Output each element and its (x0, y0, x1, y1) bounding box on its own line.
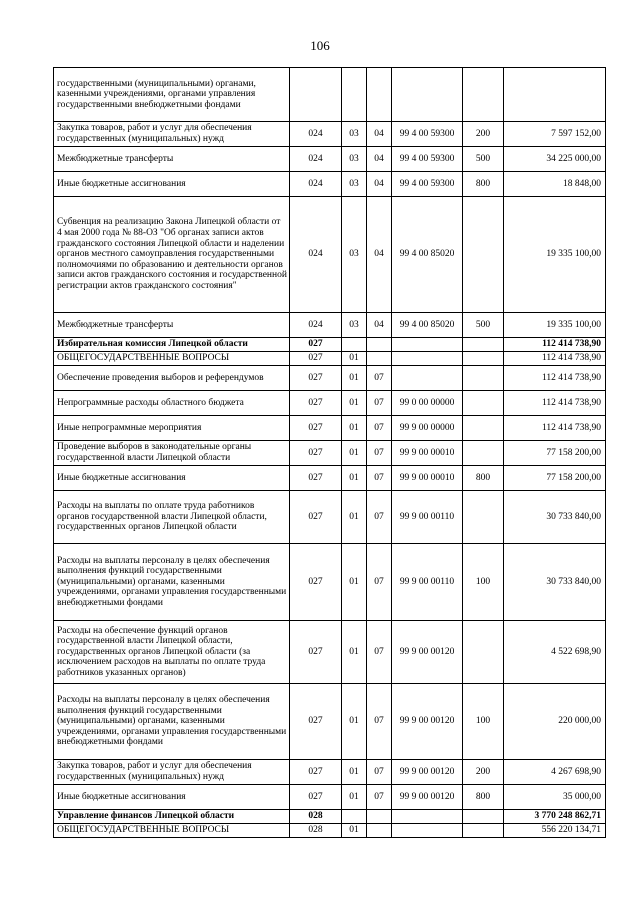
table-row (54, 122, 606, 147)
section-code-cell: 01 (342, 760, 367, 785)
table-row (54, 313, 606, 338)
section-code-cell (342, 810, 367, 824)
item-name-cell: Расходы на выплаты персоналу в целях обеспечения выполнения функций государственными (муниципальными) органами, казенными учреждениями, органами управления государственными внебюджетными фондами (54, 684, 290, 760)
section-code-cell: 01 (342, 621, 367, 684)
amount-cell: 34 225 000,00 (504, 147, 606, 172)
table-row (54, 366, 606, 391)
section-code-cell: 01 (342, 491, 367, 544)
expense-type-cell: 800 (463, 172, 504, 197)
amount-cell: 4 267 698,90 (504, 760, 606, 785)
ministry-code-cell: 024 (290, 313, 342, 338)
amount-cell: 112 414 738,90 (504, 366, 606, 391)
ministry-code-cell: 027 (290, 441, 342, 466)
item-name-cell: государственными (муниципальными) органами, казенными учреждениями, органами управления государственными внебюджетными фондами (54, 68, 290, 122)
budget-table (53, 67, 606, 838)
page-number: 106 (310, 38, 330, 53)
section-code-cell: 01 (342, 785, 367, 810)
expense-type-cell (463, 366, 504, 391)
subsection-code-cell: 07 (367, 491, 392, 544)
target-article-cell: 99 4 00 59300 (392, 147, 463, 172)
subsection-code-cell: 07 (367, 441, 392, 466)
amount-cell: 19 335 100,00 (504, 197, 606, 313)
table-row (54, 491, 606, 544)
amount-cell: 112 414 738,90 (504, 391, 606, 416)
amount-cell: 77 158 200,00 (504, 466, 606, 491)
table-row (54, 621, 606, 684)
ministry-code-cell: 027 (290, 366, 342, 391)
table-row (54, 544, 606, 621)
subsection-code-cell: 07 (367, 760, 392, 785)
subsection-code-cell (367, 338, 392, 352)
expense-type-cell: 100 (463, 544, 504, 621)
amount-cell: 7 597 152,00 (504, 122, 606, 147)
item-name-cell: Расходы на обеспечение функций органов государственной власти Липецкой области, государственных органов Липецкой области (за исключением расходов на выплаты по оплате труда работников указанных органов) (54, 621, 290, 684)
amount-cell: 4 522 698,90 (504, 621, 606, 684)
amount-cell: 77 158 200,00 (504, 441, 606, 466)
ministry-code-cell: 027 (290, 491, 342, 544)
ministry-code-cell: 027 (290, 621, 342, 684)
section-code-cell: 01 (342, 824, 367, 838)
table-row (54, 760, 606, 785)
expense-type-cell (463, 621, 504, 684)
amount-cell: 30 733 840,00 (504, 491, 606, 544)
table-row (54, 197, 606, 313)
target-article-cell: 99 9 00 00110 (392, 491, 463, 544)
item-name-cell: Расходы на выплаты персоналу в целях обеспечения выполнения функций государственными (муниципальными) органами, казенными учреждениями, органами управления государственными внебюджетными фондами (54, 544, 290, 621)
table-row (54, 147, 606, 172)
subsection-code-cell (367, 824, 392, 838)
section-code-cell: 03 (342, 147, 367, 172)
target-article-cell: 99 4 00 85020 (392, 313, 463, 338)
table-row (54, 391, 606, 416)
target-article-cell: 99 4 00 59300 (392, 122, 463, 147)
expense-type-cell: 200 (463, 760, 504, 785)
section-code-cell: 03 (342, 122, 367, 147)
subsection-code-cell: 07 (367, 366, 392, 391)
ministry-code-cell: 027 (290, 760, 342, 785)
table-row (54, 338, 606, 352)
item-name-cell: Непрограммные расходы областного бюджета (54, 391, 290, 416)
ministry-code-cell: 024 (290, 197, 342, 313)
section-code-cell: 01 (342, 366, 367, 391)
target-article-cell: 99 9 00 00110 (392, 544, 463, 621)
target-article-cell: 99 9 00 00120 (392, 785, 463, 810)
amount-cell: 19 335 100,00 (504, 313, 606, 338)
subsection-code-cell (367, 68, 392, 122)
subsection-code-cell: 04 (367, 197, 392, 313)
amount-cell: 3 770 248 862,71 (504, 810, 606, 824)
amount-cell: 112 414 738,90 (504, 338, 606, 352)
expense-type-cell (463, 824, 504, 838)
expense-type-cell: 500 (463, 147, 504, 172)
item-name-cell: Межбюджетные трансферты (54, 147, 290, 172)
target-article-cell: 99 9 00 00120 (392, 760, 463, 785)
item-name-cell: Иные бюджетные ассигнования (54, 466, 290, 491)
table-row (54, 466, 606, 491)
item-name-cell: Проведение выборов в законодательные органы государственной власти Липецкой области (54, 441, 290, 466)
table-row (54, 824, 606, 838)
target-article-cell: 99 4 00 59300 (392, 172, 463, 197)
subsection-code-cell: 07 (367, 621, 392, 684)
ministry-code-cell: 027 (290, 352, 342, 366)
expense-type-cell (463, 338, 504, 352)
table-row (54, 810, 606, 824)
amount-cell: 112 414 738,90 (504, 352, 606, 366)
expense-type-cell: 500 (463, 313, 504, 338)
target-article-cell (392, 810, 463, 824)
ministry-code-cell: 027 (290, 416, 342, 441)
amount-cell: 556 220 134,71 (504, 824, 606, 838)
item-name-cell: Расходы на выплаты по оплате труда работников органов государственной власти Липецкой области, государственных органов Липецкой области (54, 491, 290, 544)
item-name-cell: Управление финансов Липецкой области (54, 810, 290, 824)
subsection-code-cell: 04 (367, 172, 392, 197)
expense-type-cell (463, 491, 504, 544)
target-article-cell (392, 824, 463, 838)
subsection-code-cell: 07 (367, 684, 392, 760)
expense-type-cell (463, 416, 504, 441)
section-code-cell: 03 (342, 197, 367, 313)
ministry-code-cell: 024 (290, 122, 342, 147)
subsection-code-cell: 07 (367, 785, 392, 810)
table-row (54, 172, 606, 197)
table-row (54, 785, 606, 810)
section-code-cell: 01 (342, 441, 367, 466)
table-row (54, 441, 606, 466)
amount-cell: 35 000,00 (504, 785, 606, 810)
expense-type-cell (463, 68, 504, 122)
expense-type-cell (463, 810, 504, 824)
expense-type-cell (463, 197, 504, 313)
ministry-code-cell: 027 (290, 391, 342, 416)
subsection-code-cell: 04 (367, 122, 392, 147)
target-article-cell: 99 9 00 00000 (392, 416, 463, 441)
subsection-code-cell: 04 (367, 313, 392, 338)
target-article-cell: 99 0 00 00000 (392, 391, 463, 416)
amount-cell: 18 848,00 (504, 172, 606, 197)
ministry-code-cell: 027 (290, 544, 342, 621)
ministry-code-cell: 024 (290, 147, 342, 172)
ministry-code-cell: 027 (290, 466, 342, 491)
amount-cell: 220 000,00 (504, 684, 606, 760)
target-article-cell: 99 9 00 00010 (392, 441, 463, 466)
subsection-code-cell: 07 (367, 391, 392, 416)
item-name-cell: Иные бюджетные ассигнования (54, 785, 290, 810)
item-name-cell: Избирательная комиссия Липецкой области (54, 338, 290, 352)
section-code-cell: 01 (342, 544, 367, 621)
table-row (54, 352, 606, 366)
ministry-code-cell: 028 (290, 824, 342, 838)
item-name-cell: Закупка товаров, работ и услуг для обеспечения государственных (муниципальных) нужд (54, 760, 290, 785)
item-name-cell: ОБЩЕГОСУДАРСТВЕННЫЕ ВОПРОСЫ (54, 824, 290, 838)
subsection-code-cell: 07 (367, 466, 392, 491)
expense-type-cell (463, 441, 504, 466)
target-article-cell: 99 9 00 00120 (392, 684, 463, 760)
ministry-code-cell: 027 (290, 338, 342, 352)
item-name-cell: Иные непрограммные мероприятия (54, 416, 290, 441)
table-row (54, 684, 606, 760)
section-code-cell: 03 (342, 313, 367, 338)
expense-type-cell: 800 (463, 466, 504, 491)
ministry-code-cell: 027 (290, 785, 342, 810)
target-article-cell: 99 9 00 00120 (392, 621, 463, 684)
ministry-code-cell (290, 68, 342, 122)
target-article-cell: 99 9 00 00010 (392, 466, 463, 491)
target-article-cell (392, 352, 463, 366)
item-name-cell: Межбюджетные трансферты (54, 313, 290, 338)
section-code-cell: 01 (342, 416, 367, 441)
section-code-cell: 03 (342, 172, 367, 197)
table-row (54, 68, 606, 122)
item-name-cell: Иные бюджетные ассигнования (54, 172, 290, 197)
subsection-code-cell: 07 (367, 416, 392, 441)
expense-type-cell (463, 391, 504, 416)
expense-type-cell: 800 (463, 785, 504, 810)
subsection-code-cell: 04 (367, 147, 392, 172)
table-body (54, 68, 606, 838)
subsection-code-cell (367, 810, 392, 824)
ministry-code-cell: 028 (290, 810, 342, 824)
ministry-code-cell: 027 (290, 684, 342, 760)
expense-type-cell: 200 (463, 122, 504, 147)
table-row (54, 416, 606, 441)
expense-type-cell (463, 352, 504, 366)
item-name-cell: Обеспечение проведения выборов и референдумов (54, 366, 290, 391)
ministry-code-cell: 024 (290, 172, 342, 197)
amount-cell: 30 733 840,00 (504, 544, 606, 621)
target-article-cell: 99 4 00 85020 (392, 197, 463, 313)
item-name-cell: ОБЩЕГОСУДАРСТВЕННЫЕ ВОПРОСЫ (54, 352, 290, 366)
section-code-cell (342, 68, 367, 122)
section-code-cell: 01 (342, 352, 367, 366)
section-code-cell (342, 338, 367, 352)
item-name-cell: Субвенция на реализацию Закона Липецкой области от 4 мая 2000 года № 88-ОЗ "Об органах записи актов гражданского состояния Липецкой области и наделении органов местного самоуправления государственными полномочиями по образованию и деятельности органов записи актов гражданского состояния и государственной регистрации актов гражданского состояния" (54, 197, 290, 313)
item-name-cell: Закупка товаров, работ и услуг для обеспечения государственных (муниципальных) нужд (54, 122, 290, 147)
target-article-cell (392, 366, 463, 391)
section-code-cell: 01 (342, 391, 367, 416)
amount-cell: 112 414 738,90 (504, 416, 606, 441)
target-article-cell (392, 338, 463, 352)
section-code-cell: 01 (342, 684, 367, 760)
subsection-code-cell: 07 (367, 544, 392, 621)
expense-type-cell: 100 (463, 684, 504, 760)
amount-cell (504, 68, 606, 122)
subsection-code-cell (367, 352, 392, 366)
target-article-cell (392, 68, 463, 122)
section-code-cell: 01 (342, 466, 367, 491)
